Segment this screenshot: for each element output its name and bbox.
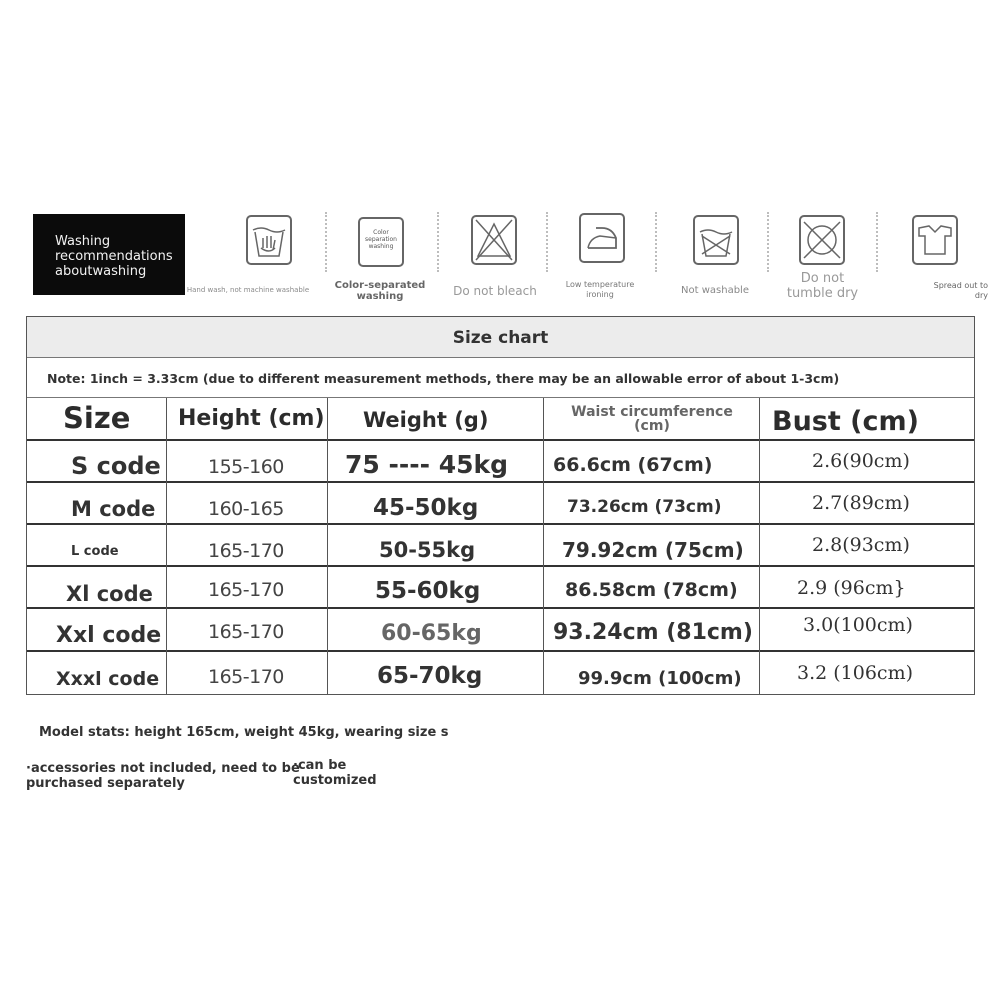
weight-cell: 65-70kg (377, 663, 483, 689)
header-size: Size (63, 401, 131, 435)
header-height: Height (cm) (178, 406, 325, 431)
not-washable-icon (692, 214, 740, 266)
size-cell: L code (71, 544, 119, 559)
size-cell: Xxl code (56, 623, 162, 648)
care-label: Do not tumble dry (786, 271, 859, 301)
size-cell: Xl code (66, 582, 153, 606)
model-stats: Model stats: height 165cm, weight 45kg, wearing size s (39, 725, 449, 740)
height-cell: 165-170 (208, 621, 284, 643)
height-cell: 165-170 (208, 666, 284, 688)
customized-note: ·can be customized (293, 758, 377, 788)
care-label: Not washable (681, 285, 749, 296)
header-weight: Weight (g) (363, 408, 489, 432)
row-divider (27, 481, 974, 483)
care-label: Color-separated washing (334, 280, 426, 302)
divider (655, 212, 657, 272)
divider (437, 212, 439, 272)
care-label: Do not bleach (453, 284, 537, 298)
weight-cell: 55-60kg (375, 578, 481, 604)
size-chart-table (26, 316, 975, 695)
waist-cell: 93.24cm (81cm) (553, 620, 753, 645)
do-not-tumble-dry-icon (798, 214, 846, 266)
column-divider (166, 398, 167, 694)
care-label: Low temperature ironing (565, 280, 635, 299)
weight-cell: 75 ---- 45kg (345, 450, 509, 479)
divider (767, 212, 769, 272)
row-divider (27, 523, 974, 525)
header-waist: Waist circumference (cm) (571, 404, 733, 434)
waist-cell: 73.26cm (73cm) (567, 497, 722, 517)
column-divider (759, 398, 760, 694)
divider (325, 212, 327, 272)
column-divider (543, 398, 544, 694)
height-cell: 165-170 (208, 540, 284, 562)
header-bust: Bust (cm) (772, 406, 919, 437)
row-divider (27, 650, 974, 652)
washing-title-line: aboutwashing (55, 264, 147, 279)
row-divider (27, 565, 974, 567)
height-cell: 155-160 (208, 456, 284, 478)
waist-cell: 99.9cm (100cm) (578, 668, 742, 689)
washing-title-line: Washing (55, 234, 111, 249)
divider (876, 212, 878, 272)
do-not-bleach-icon (470, 214, 518, 266)
size-chart-note: Note: 1inch = 3.33cm (due to different measurement methods, there may be an allowable error of about 1-3cm) (27, 357, 974, 398)
row-divider (27, 439, 974, 441)
column-divider (327, 398, 328, 694)
row-divider (27, 607, 974, 609)
size-cell: Xxxl code (56, 668, 160, 690)
waist-cell: 86.58cm (78cm) (565, 579, 738, 601)
color-separation-icon-text: Color separation washing (365, 229, 397, 250)
waist-cell: 79.92cm (75cm) (562, 538, 744, 562)
care-label: Spread out to dry (933, 281, 988, 300)
bust-cell: 2.8(93cm) (812, 534, 910, 556)
weight-cell: 60-65kg (381, 621, 482, 646)
size-chart-title: Size chart (27, 317, 974, 358)
spread-out-to-dry-icon (911, 214, 959, 266)
accessories-note: ·accessories not included, need to be purchased separately (26, 761, 300, 791)
height-cell: 165-170 (208, 579, 284, 601)
care-label: Hand wash, not machine washable (186, 286, 310, 294)
washing-recommendations-box (33, 214, 185, 295)
waist-cell: 66.6cm (67cm) (553, 454, 713, 476)
washing-title-line: recommendations (55, 249, 173, 264)
low-temperature-ironing-icon (578, 212, 626, 264)
size-cell: M code (71, 497, 156, 521)
size-cell: S code (71, 452, 161, 480)
divider (546, 212, 548, 272)
weight-cell: 45-50kg (373, 495, 479, 521)
hand-wash-icon (245, 214, 293, 266)
bust-cell: 3.2 (106cm) (797, 662, 914, 684)
bust-cell: 2.9 (96cm} (797, 577, 906, 599)
bust-cell: 3.0(100cm) (803, 614, 913, 636)
weight-cell: 50-55kg (379, 538, 476, 562)
bust-cell: 2.6(90cm) (812, 450, 910, 472)
height-cell: 160-165 (208, 498, 284, 520)
bust-cell: 2.7(89cm) (812, 492, 910, 514)
